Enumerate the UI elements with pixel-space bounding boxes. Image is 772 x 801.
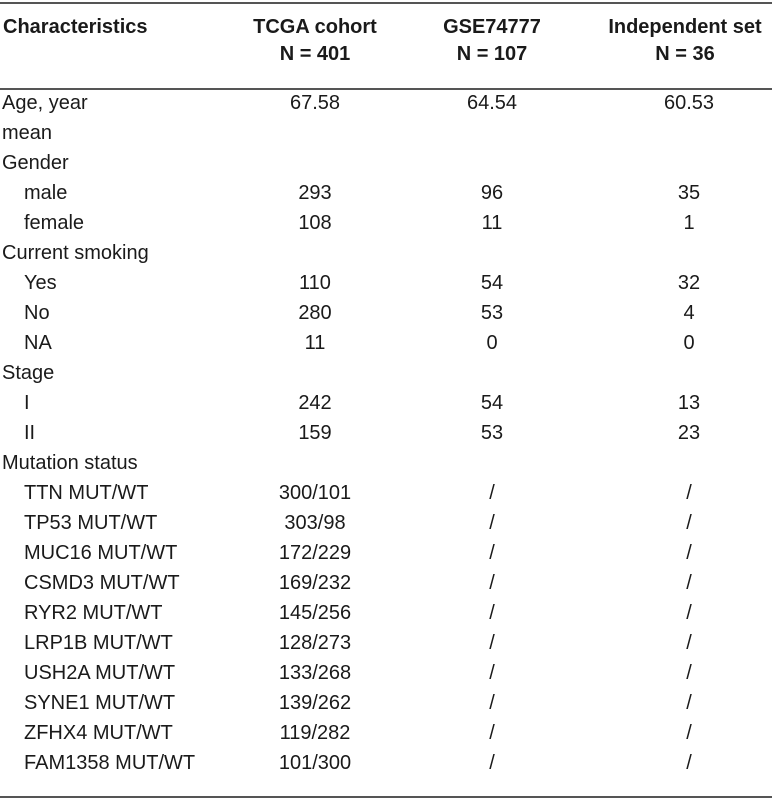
cell-independent-value [590,118,772,148]
header-gse-n: N = 107 [456,43,528,65]
row-label: SYNE1 MUT/WT [24,692,176,714]
table-row [0,388,772,418]
header-independent-set [590,6,772,80]
cell-independent-value: / [686,662,692,684]
cell-tcga-value: 242 [298,392,332,414]
row-label: RYR2 MUT/WT [24,602,163,624]
cell-independent-value [590,148,772,178]
cell-gse-value: / [489,722,495,744]
table-row [0,148,772,178]
cell-gse-value: / [489,512,495,534]
cell-gse-value: / [489,692,495,714]
cell-tcga-value: 110 [299,272,331,294]
row-label: ZFHX4 MUT/WT [24,722,173,744]
table-row [0,238,772,268]
table-row [0,658,772,688]
table-body [0,80,772,778]
header-characteristics [0,6,236,80]
cell-tcga-value: 145/256 [278,602,352,624]
cell-independent-value: / [686,692,692,714]
cell-tcga-value: 293 [298,182,332,204]
row-label: CSMD3 MUT/WT [24,572,180,594]
cell-tcga-value: 108 [298,212,332,234]
table-row [0,448,772,478]
row-label: NA [24,332,52,354]
cell-gse-value: 96 [480,182,504,204]
row-label: MUC16 MUT/WT [24,542,178,564]
row-label: Age, year [2,92,88,114]
header-characteristics-label: Characteristics [3,16,148,38]
table-row [0,178,772,208]
cell-independent-value: / [686,722,692,744]
cell-tcga-value [236,448,394,478]
cell-tcga-value: 300/101 [278,482,352,504]
table-row [0,538,772,568]
cell-independent-value: 60.53 [663,92,715,114]
table-bottom-rule [0,796,772,798]
row-label: Yes [24,272,57,294]
row-label: No [24,302,50,324]
cell-independent-value: 35 [677,182,701,204]
cell-tcga-value: 101/300 [278,752,352,774]
table-row [0,328,772,358]
table-row [0,718,772,748]
table-header [0,6,772,80]
row-label: II [24,422,36,444]
cell-independent-value: / [686,572,692,594]
cell-gse-value: 11 [481,212,503,234]
table-row [0,268,772,298]
cell-gse-value: 53 [480,302,504,324]
cell-independent-value: 32 [677,272,701,294]
cell-independent-value: / [686,602,692,624]
table-row [0,358,772,388]
row-label: Stage [2,362,55,384]
table-row [0,478,772,508]
cell-tcga-value: 133/268 [278,662,352,684]
row-label: LRP1B MUT/WT [24,632,173,654]
cell-gse-value: 0 [486,332,498,354]
cell-gse-value: / [489,602,495,624]
row-label: mean [2,122,53,144]
cell-tcga-value: 128/273 [278,632,352,654]
cell-gse-value [394,238,590,268]
table-row [0,748,772,778]
header-tcga-cohort [236,6,394,80]
cell-gse-value: / [489,662,495,684]
cell-gse-value: 54 [480,392,504,414]
cell-independent-value: 0 [683,332,695,354]
cell-independent-value: 23 [677,422,701,444]
cell-gse-value: / [489,572,495,594]
table-row [0,508,772,538]
row-label: Mutation status [2,452,138,474]
cell-gse-value [394,358,590,388]
header-gse-title: GSE74777 [443,16,541,38]
cell-tcga-value: 280 [298,302,332,324]
row-label: FAM1358 MUT/WT [24,752,196,774]
header-independent-n: N = 36 [655,43,715,65]
header-row [0,6,772,80]
cell-gse-value: / [489,542,495,564]
cell-tcga-value [236,148,394,178]
cell-independent-value: 1 [683,212,695,234]
table-row [0,118,772,148]
header-gse74777 [394,6,590,80]
table-row [0,628,772,658]
cell-tcga-value: 159 [298,422,332,444]
cell-independent-value: / [686,542,692,564]
row-label: TP53 MUT/WT [24,512,158,534]
cell-gse-value: 64.54 [466,92,518,114]
header-tcga-title: TCGA cohort [253,16,377,38]
table-row [0,568,772,598]
cell-tcga-value [236,238,394,268]
cell-tcga-value [236,118,394,148]
cell-gse-value: 53 [480,422,504,444]
cell-independent-value: / [686,752,692,774]
cell-gse-value [394,118,590,148]
cell-independent-value: / [686,512,692,534]
characteristics-table [0,6,772,778]
header-independent-title: Independent set [608,16,762,38]
cell-independent-value: / [686,632,692,654]
cell-independent-value [590,358,772,388]
header-tcga-n: N = 401 [279,43,351,65]
cell-tcga-value: 169/232 [278,572,352,594]
cell-tcga-value [236,358,394,388]
row-label: USH2A MUT/WT [24,662,176,684]
row-label: Current smoking [2,242,149,264]
row-label: female [24,212,85,234]
table-row [0,598,772,628]
cell-independent-value: 13 [677,392,701,414]
cell-gse-value: / [489,752,495,774]
cell-tcga-value: 303/98 [284,512,346,534]
cell-tcga-value: 139/262 [278,692,352,714]
table-row [0,80,772,118]
row-label: Gender [2,152,69,174]
table-top-rule [0,2,772,4]
cell-tcga-value: 11 [304,332,326,354]
row-label: TTN MUT/WT [24,482,149,504]
cell-gse-value: / [489,482,495,504]
cell-gse-value [394,148,590,178]
cell-tcga-value: 67.58 [289,92,341,114]
cell-tcga-value: 172/229 [278,542,352,564]
table-row [0,208,772,238]
cell-tcga-value: 119/282 [279,722,351,744]
table-row [0,688,772,718]
cell-gse-value: 54 [480,272,504,294]
cell-independent-value: / [686,482,692,504]
cell-gse-value [394,448,590,478]
row-label: male [24,182,68,204]
cell-independent-value [590,448,772,478]
row-label: I [24,392,30,414]
cell-gse-value: / [489,632,495,654]
cell-independent-value: 4 [683,302,695,324]
table-row [0,418,772,448]
cell-independent-value [590,238,772,268]
table-row [0,298,772,328]
